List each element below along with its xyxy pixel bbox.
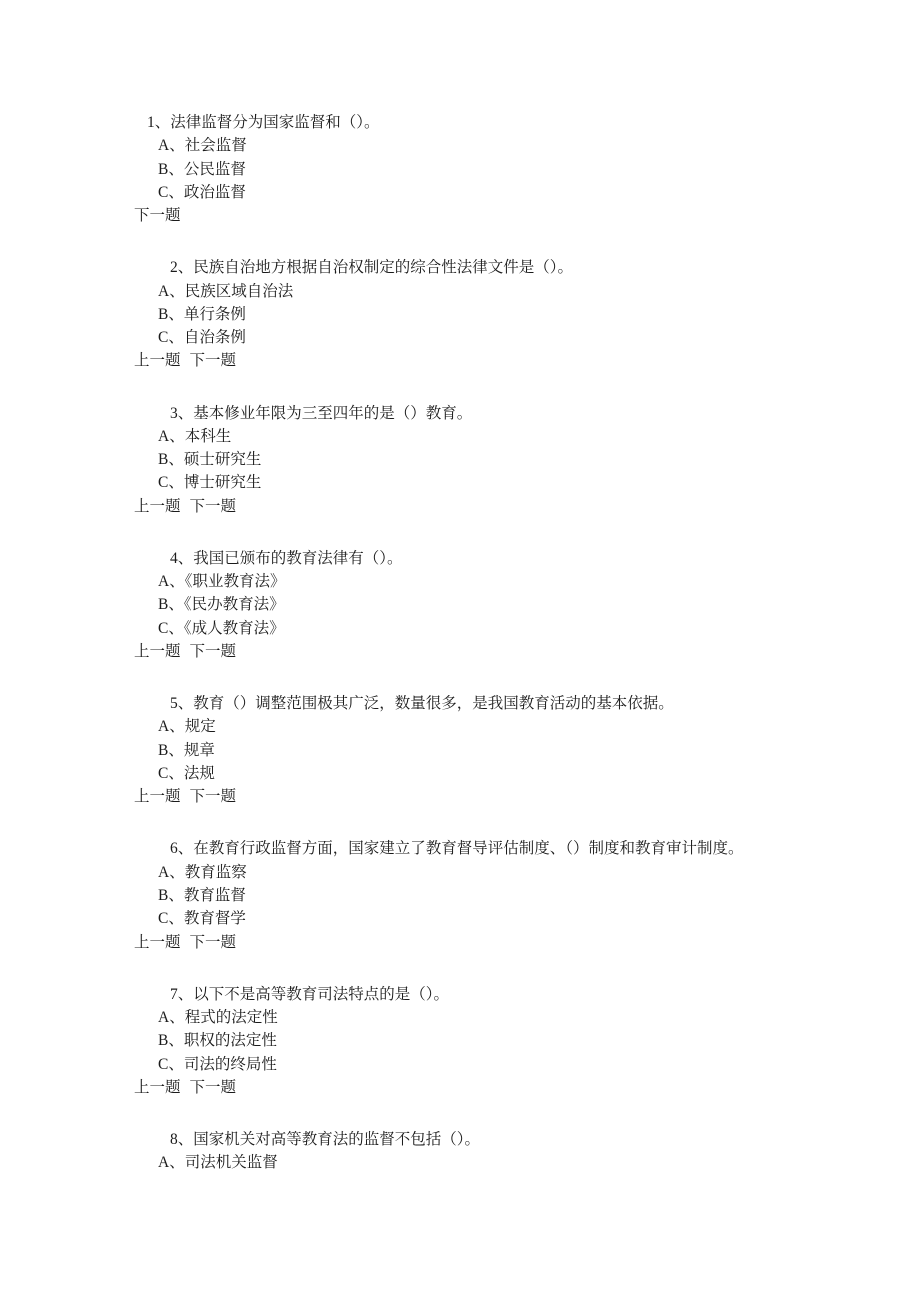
- option-label: A、: [158, 718, 185, 736]
- question-nav: [0, 495, 920, 518]
- question-nav: [0, 785, 920, 808]
- option-text: 单行条例: [183, 305, 246, 323]
- question-block: [0, 402, 920, 518]
- question-number: 4、: [170, 549, 194, 567]
- option-text: 民族区域自治法: [184, 282, 294, 300]
- question-block: [0, 983, 920, 1099]
- option-label: C、: [158, 910, 184, 928]
- next-question-link[interactable]: 下一题: [189, 497, 237, 515]
- option-line: [0, 448, 920, 471]
- question-block: [0, 1128, 920, 1175]
- option-line: [0, 303, 920, 326]
- question-number: 7、: [170, 985, 194, 1003]
- option-line: [0, 570, 920, 593]
- question-number: 3、: [170, 404, 194, 422]
- question-line: [0, 256, 920, 279]
- question-number: 8、: [170, 1130, 194, 1148]
- question-block: [0, 256, 920, 372]
- option-text: 《民办教育法》: [183, 596, 285, 614]
- option-label: A、: [158, 1008, 185, 1026]
- option-line: [0, 1029, 920, 1052]
- next-question-link[interactable]: 下一题: [189, 788, 237, 806]
- option-label: A、: [158, 863, 185, 881]
- question-text: 基本修业年限为三至四年的是（）教育。: [193, 404, 473, 422]
- option-label: C、: [158, 183, 184, 201]
- option-line: [0, 884, 920, 907]
- option-line: [0, 593, 920, 616]
- option-label: C、: [158, 474, 184, 492]
- option-line: [0, 715, 920, 738]
- option-label: A、: [158, 137, 185, 155]
- question-text: 教育（）调整范围极其广泛，数量很多，是我国教育活动的基本依据。: [193, 695, 674, 713]
- question-line: [0, 1128, 920, 1151]
- option-text: 硕士研究生: [183, 451, 262, 469]
- option-line: [0, 907, 920, 930]
- option-label: A、: [158, 282, 185, 300]
- option-label: B、: [158, 596, 184, 614]
- question-line: [0, 547, 920, 570]
- question-nav: [0, 931, 920, 954]
- prev-question-link[interactable]: 上一题: [134, 788, 181, 806]
- next-question-link[interactable]: 下一题: [189, 643, 237, 661]
- option-line: [0, 1006, 920, 1029]
- question-text: 在教育行政监督方面，国家建立了教育督导评估制度、（）制度和教育审计制度。: [193, 840, 744, 858]
- prev-question-link[interactable]: 上一题: [134, 643, 181, 661]
- question-nav: [0, 640, 920, 663]
- option-text: 自治条例: [183, 329, 246, 347]
- option-line: [0, 739, 920, 762]
- option-label: A、: [158, 427, 185, 445]
- question-text: 我国已颁布的教育法律有（）。: [193, 549, 403, 567]
- question-line: [0, 111, 920, 134]
- option-label: C、: [158, 619, 184, 637]
- question-block: [0, 837, 920, 953]
- option-text: 社会监督: [184, 137, 247, 155]
- question-line: [0, 402, 920, 425]
- option-line: [0, 617, 920, 640]
- next-question-link[interactable]: 下一题: [134, 207, 181, 225]
- option-text: 规章: [183, 741, 215, 759]
- option-label: B、: [158, 160, 184, 178]
- option-line: [0, 425, 920, 448]
- prev-question-link[interactable]: 上一题: [134, 352, 181, 370]
- option-label: B、: [158, 741, 184, 759]
- option-label: B、: [158, 887, 184, 904]
- option-label: C、: [158, 765, 184, 783]
- option-text: 教育监督: [183, 887, 246, 904]
- question-line: [0, 983, 920, 1006]
- question-nav: [0, 1076, 920, 1099]
- option-line: [0, 326, 920, 349]
- option-text: 司法机关监督: [184, 1154, 278, 1172]
- option-label: C、: [158, 1055, 184, 1073]
- option-line: [0, 280, 920, 303]
- option-label: A、: [158, 1154, 185, 1172]
- option-text: 《成人教育法》: [183, 619, 285, 637]
- question-number: 5、: [170, 695, 194, 713]
- option-text: 职权的法定性: [183, 1032, 277, 1050]
- question-nav: [0, 349, 920, 372]
- option-line: [0, 762, 920, 785]
- option-text: 教育监察: [184, 863, 247, 881]
- option-line: [0, 861, 920, 884]
- option-label: B、: [158, 451, 184, 469]
- option-line: [0, 134, 920, 157]
- option-text: 法规: [183, 765, 215, 783]
- next-question-link[interactable]: 下一题: [189, 933, 237, 951]
- prev-question-link[interactable]: 上一题: [134, 497, 181, 515]
- option-text: 规定: [184, 718, 216, 736]
- option-label: B、: [158, 305, 184, 323]
- option-text: 司法的终局性: [183, 1055, 277, 1073]
- question-text: 国家机关对高等教育法的监督不包括（）。: [193, 1130, 481, 1148]
- question-number: 2、: [170, 259, 194, 277]
- option-label: C、: [158, 329, 184, 347]
- question-text: 民族自治地方根据自治权制定的综合性法律文件是（）。: [193, 259, 574, 277]
- option-text: 公民监督: [183, 160, 246, 178]
- option-line: [0, 1151, 920, 1174]
- option-text: 程式的法定性: [184, 1008, 278, 1026]
- option-label: B、: [158, 1032, 184, 1050]
- option-text: 本科生: [184, 427, 232, 445]
- option-text: 政治监督: [183, 183, 246, 201]
- question-line: [0, 837, 920, 860]
- option-text: 教育督学: [183, 910, 246, 928]
- question-nav: [0, 204, 920, 227]
- question-number: 6、: [170, 840, 194, 858]
- question-text: 以下不是高等教育司法特点的是（）。: [193, 985, 450, 1003]
- option-line: [0, 158, 920, 181]
- question-number: 1、: [147, 114, 171, 131]
- question-block: [0, 692, 920, 808]
- prev-question-link[interactable]: 上一题: [134, 933, 181, 951]
- option-text: 博士研究生: [183, 474, 262, 492]
- option-text: 《职业教育法》: [184, 573, 286, 591]
- prev-question-link[interactable]: 上一题: [134, 1078, 181, 1096]
- option-line: [0, 1053, 920, 1076]
- next-question-link[interactable]: 下一题: [189, 1078, 237, 1096]
- option-line: [0, 181, 920, 204]
- question-block: [0, 111, 920, 227]
- option-label: A、: [158, 573, 185, 591]
- question-block: [0, 547, 920, 663]
- option-line: [0, 471, 920, 494]
- question-text: 法律监督分为国家监督和（）。: [170, 114, 380, 131]
- question-line: [0, 692, 920, 715]
- next-question-link[interactable]: 下一题: [189, 352, 237, 370]
